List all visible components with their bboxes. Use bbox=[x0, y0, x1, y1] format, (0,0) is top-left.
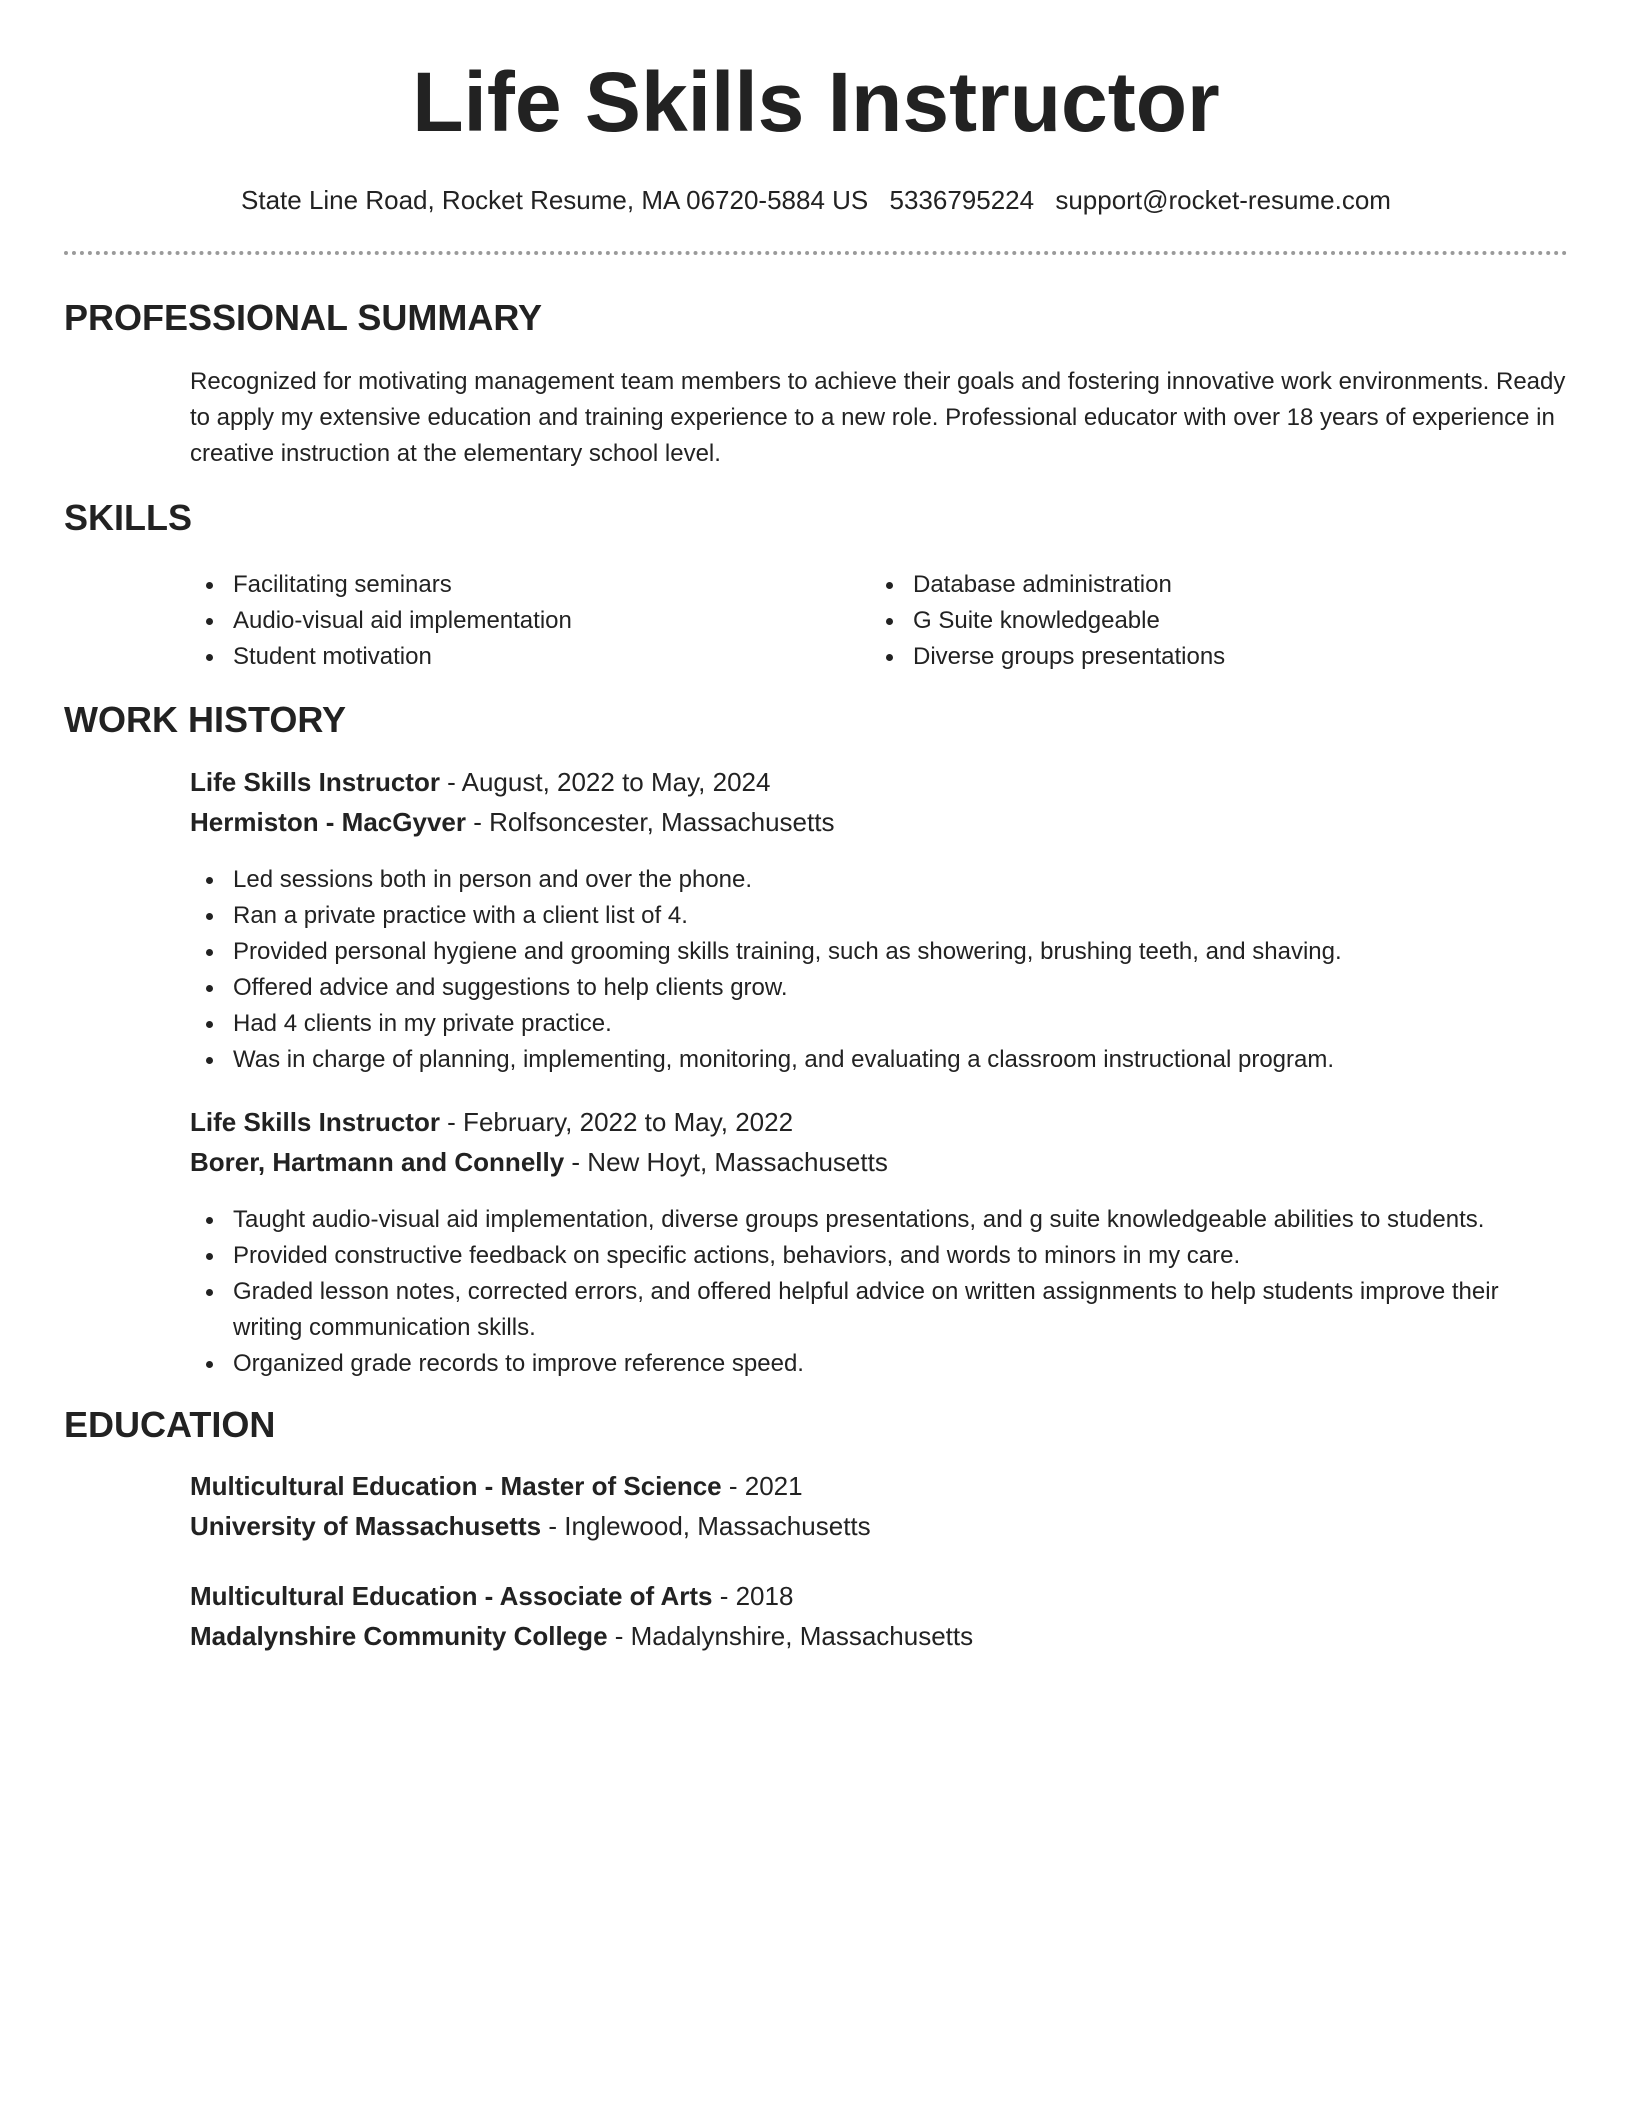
skills-column-right bbox=[870, 567, 1570, 675]
resume-name: Life Skills Instructor bbox=[412, 55, 1220, 149]
section-title-summary: PROFESSIONAL SUMMARY bbox=[64, 297, 543, 338]
job-duty-item: Was in charge of planning, implementing, monitoring, and evaluating a classroom instructional program. bbox=[190, 1042, 1570, 1078]
education-year: - 2021 bbox=[721, 1471, 803, 1501]
job-duty-item: Organized grade records to improve reference speed. bbox=[190, 1346, 1570, 1382]
job-company-line bbox=[190, 802, 834, 842]
skill-item: Database administration bbox=[870, 567, 1570, 603]
job-company: Hermiston - MacGyver bbox=[190, 807, 466, 837]
section-title-education: EDUCATION bbox=[64, 1404, 276, 1445]
job-duties bbox=[190, 862, 1570, 1078]
contact-phone: 5336795224 bbox=[889, 185, 1035, 215]
education-school: University of Massachusetts bbox=[190, 1511, 542, 1541]
job-duties bbox=[190, 1202, 1570, 1382]
section-title-work-history: WORK HISTORY bbox=[64, 699, 347, 740]
skill-item: Audio-visual aid implementation bbox=[190, 603, 830, 639]
job-duty-item: Led sessions both in person and over the phone. bbox=[190, 862, 1570, 898]
job-duty-item: Offered advice and suggestions to help clients grow. bbox=[190, 970, 1570, 1006]
contact-address: State Line Road, Rocket Resume, MA 06720-5884 US bbox=[241, 185, 869, 215]
job-duty-item: Graded lesson notes, corrected errors, and offered helpful advice on written assignments to help students improve their writing communication skills. bbox=[190, 1274, 1570, 1346]
skills-column-left bbox=[190, 567, 830, 675]
education-school-line bbox=[190, 1506, 871, 1546]
education-degree-line bbox=[190, 1576, 793, 1616]
job-dates: - August, 2022 to May, 2024 bbox=[439, 767, 771, 797]
job-duty-item: Provided constructive feedback on specific actions, behaviors, and words to minors in my care. bbox=[190, 1238, 1570, 1274]
skill-item: Student motivation bbox=[190, 639, 830, 675]
job-title-line bbox=[190, 762, 770, 802]
contact-email: support@rocket-resume.com bbox=[1055, 185, 1391, 215]
education-degree: Multicultural Education - Master of Science bbox=[190, 1471, 722, 1501]
education-degree: Multicultural Education - Associate of Arts bbox=[190, 1581, 713, 1611]
job-role: Life Skills Instructor bbox=[190, 1107, 440, 1137]
header-divider bbox=[64, 251, 1568, 255]
education-location: - Madalynshire, Massachusetts bbox=[607, 1621, 974, 1651]
education-school-line bbox=[190, 1616, 973, 1656]
job-company-line bbox=[190, 1142, 888, 1182]
job-dates: - February, 2022 to May, 2022 bbox=[439, 1107, 794, 1137]
skill-item: G Suite knowledgeable bbox=[870, 603, 1570, 639]
job-title-line bbox=[190, 1102, 793, 1142]
job-duty-item: Ran a private practice with a client list of 4. bbox=[190, 898, 1570, 934]
section-title-skills: SKILLS bbox=[64, 497, 193, 538]
job-duty-item: Provided personal hygiene and grooming skills training, such as showering, brushing teeth, and shaving. bbox=[190, 934, 1570, 970]
skill-item: Diverse groups presentations bbox=[870, 639, 1570, 675]
job-location: - Rolfsoncester, Massachusetts bbox=[465, 807, 835, 837]
education-degree-line bbox=[190, 1466, 803, 1506]
education-school: Madalynshire Community College bbox=[190, 1621, 608, 1651]
job-company: Borer, Hartmann and Connelly bbox=[190, 1147, 565, 1177]
job-duty-item: Taught audio-visual aid implementation, diverse groups presentations, and g suite knowledgeable abilities to students. bbox=[190, 1202, 1570, 1238]
job-role: Life Skills Instructor bbox=[190, 767, 440, 797]
summary-text: Recognized for motivating management team members to achieve their goals and fostering innovative work environments. Ready to apply my extensive education and training experience to a new role. Professional educator with over 18 years of experience in creative instruction at the elementary school level. bbox=[190, 368, 1566, 467]
contact-line bbox=[0, 180, 1632, 220]
job-location: - New Hoyt, Massachusetts bbox=[564, 1147, 888, 1177]
education-location: - Inglewood, Massachusetts bbox=[541, 1511, 871, 1541]
skill-item: Facilitating seminars bbox=[190, 567, 830, 603]
education-year: - 2018 bbox=[712, 1581, 794, 1611]
job-duty-item: Had 4 clients in my private practice. bbox=[190, 1006, 1570, 1042]
